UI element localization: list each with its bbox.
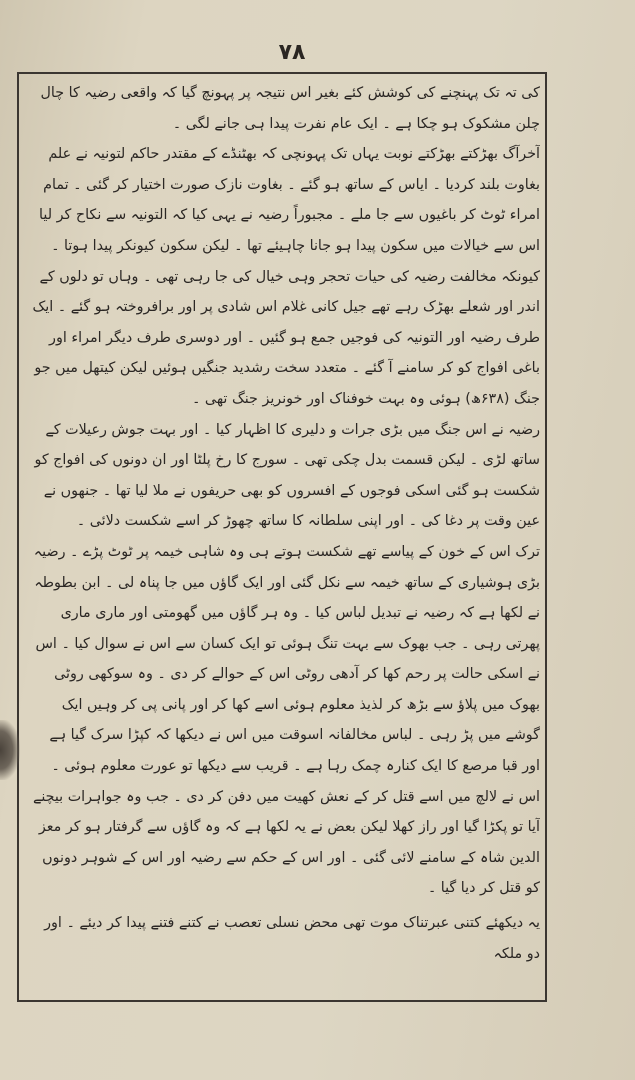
paragraph: ترک اس کے خون کے پیاسے تھے شکست ہوتے ہی وہ شاہی خیمہ پر ٹوٹ پڑے ۔ رضیہ بڑی ہوشیاری کے ساتھ خیمہ سے نکل گئی اور ایک گاؤں میں جا پناہ لی ۔ ابن بطوطہ نے لکھا ہے کہ رضیہ نے تبدیل لباس کیا ۔ وہ ہر گاؤں میں گھومتی اور ماری ماری پھرتی رہی ۔ جب بھوک سے بہت تنگ ہوئی تو ایک کسان سے اس نے سوال کیا ۔ اس نے اسکی حالت پر رحم کھا کر آدھی روٹی اس کے حوالے کر دی ۔ وہ سوکھی روٹی بھوک میں پلاؤ سے بڑھ کر لذیذ معلوم ہوئی اسے کھا کر اور پانی پی کر وہیں ایک گوشے میں پڑ رہی ۔ لباس مخالفانہ اسوقت میں اس نے دیکھا کہ کپڑا سرک گیا ہے اور قبا مرصع کا ایک کنارہ چمک رہا ہے ۔ قریب سے دیکھا تو عورت معلوم ہوئی ۔ اس نے لالچ میں اسے قتل کر کے نعش کھیت میں دفن کر دی ۔ جب وہ جواہرات بیچنے آیا تو پکڑا گیا اور راز کھلا لیکن بعض نے یہ لکھا ہے کہ وہ گاؤں سے گرفتار ہو کر معز الدین شاہ کے سامنے لائی گئی ۔ اور اس کے حکم سے رضیہ اور اس کے شوہر دونوں کو قتل کر دیا گیا ۔ [32,543,540,897]
binding-shadow [0,720,20,780]
paragraph: آخرآگ بھڑکتے بھڑکتے نوبت یہاں تک پہونچی کہ بھٹنڈے کے مقتدر حاکم لتونیہ نے علم بغاوت بلند کردیا ۔ ایاس کے ساتھ ہو گئے ۔ بغاوت نازک صورت اختیار کر گئی ۔ تمام امراء ٹوٹ کر باغیوں سے جا ملے ۔ مجبوراً رضیہ نے یہی کیا کہ التونیہ سے نکاح کر لیا اس سے خیالات میں سکون پیدا ہو جانا چاہیئے تھا ۔ لیکن سکون کیونکر پیدا ہوتا ۔ کیونکہ مخالفت رضیہ کی حیات تحجر وہی خیال کی جا رہی تھی ۔ وہاں تو دلوں کے اندر اور شعلے بھڑک رہے تھے جیل کانی غلام اس شادی پر اور برافروختہ ہو گئے ۔ ایک طرف رضیہ اور التونیہ کی فوجیں جمع ہو گئیں ۔ اور دوسری طرف دیگر امراء اور باغی افواج کو کر سامنے آ گئے ۔ متعدد سخت رشدید جنگیں ہوئیں لیکن کیتھل میں جو جنگ (۶۳۸ھ) ہوئی وہ بہت خوفناک اور خونریز جنگ تھی ۔ [32,146,540,407]
paragraph: یہ دیکھئے کتنی عبرتناک موت تھی محض نسلی تعصب نے کتنے فتنے پیدا کر دیئے ۔ اور دو ملکہ [44,915,540,962]
page-number: ۷۸ [278,40,306,65]
paragraph: کی تہ تک پہنچنے کی کوشش کئے بغیر اس نتیجہ پر پہونچ گیا کہ واقعی رضیہ کا چال چلن مشکوک ہو چکا ہے ۔ ایک عام نفرت پیدا ہی جانے لگی ۔ [40,85,540,132]
page-body-text [28,78,540,996]
paragraph: رضیہ نے اس جنگ میں بڑی جرات و دلیری کا اظہار کیا ۔ اور بہت جوش رعیلات کے ساتھ لڑی ۔ لیکن قسمت بدل چکی تھی ۔ سورج کا رخ پلٹا اور ان دونوں کی افواج کو شکست ہو گئی اسکی فوجوں کے افسروں کو بھی حریفوں نے ملا لیا تھا ۔ جنھوں نے عین وقت پر دغا کی ۔ اور اپنی سلطانہ کا ساتھ چھوڑ کر اسے شکست دلائی ۔ [34,421,540,530]
